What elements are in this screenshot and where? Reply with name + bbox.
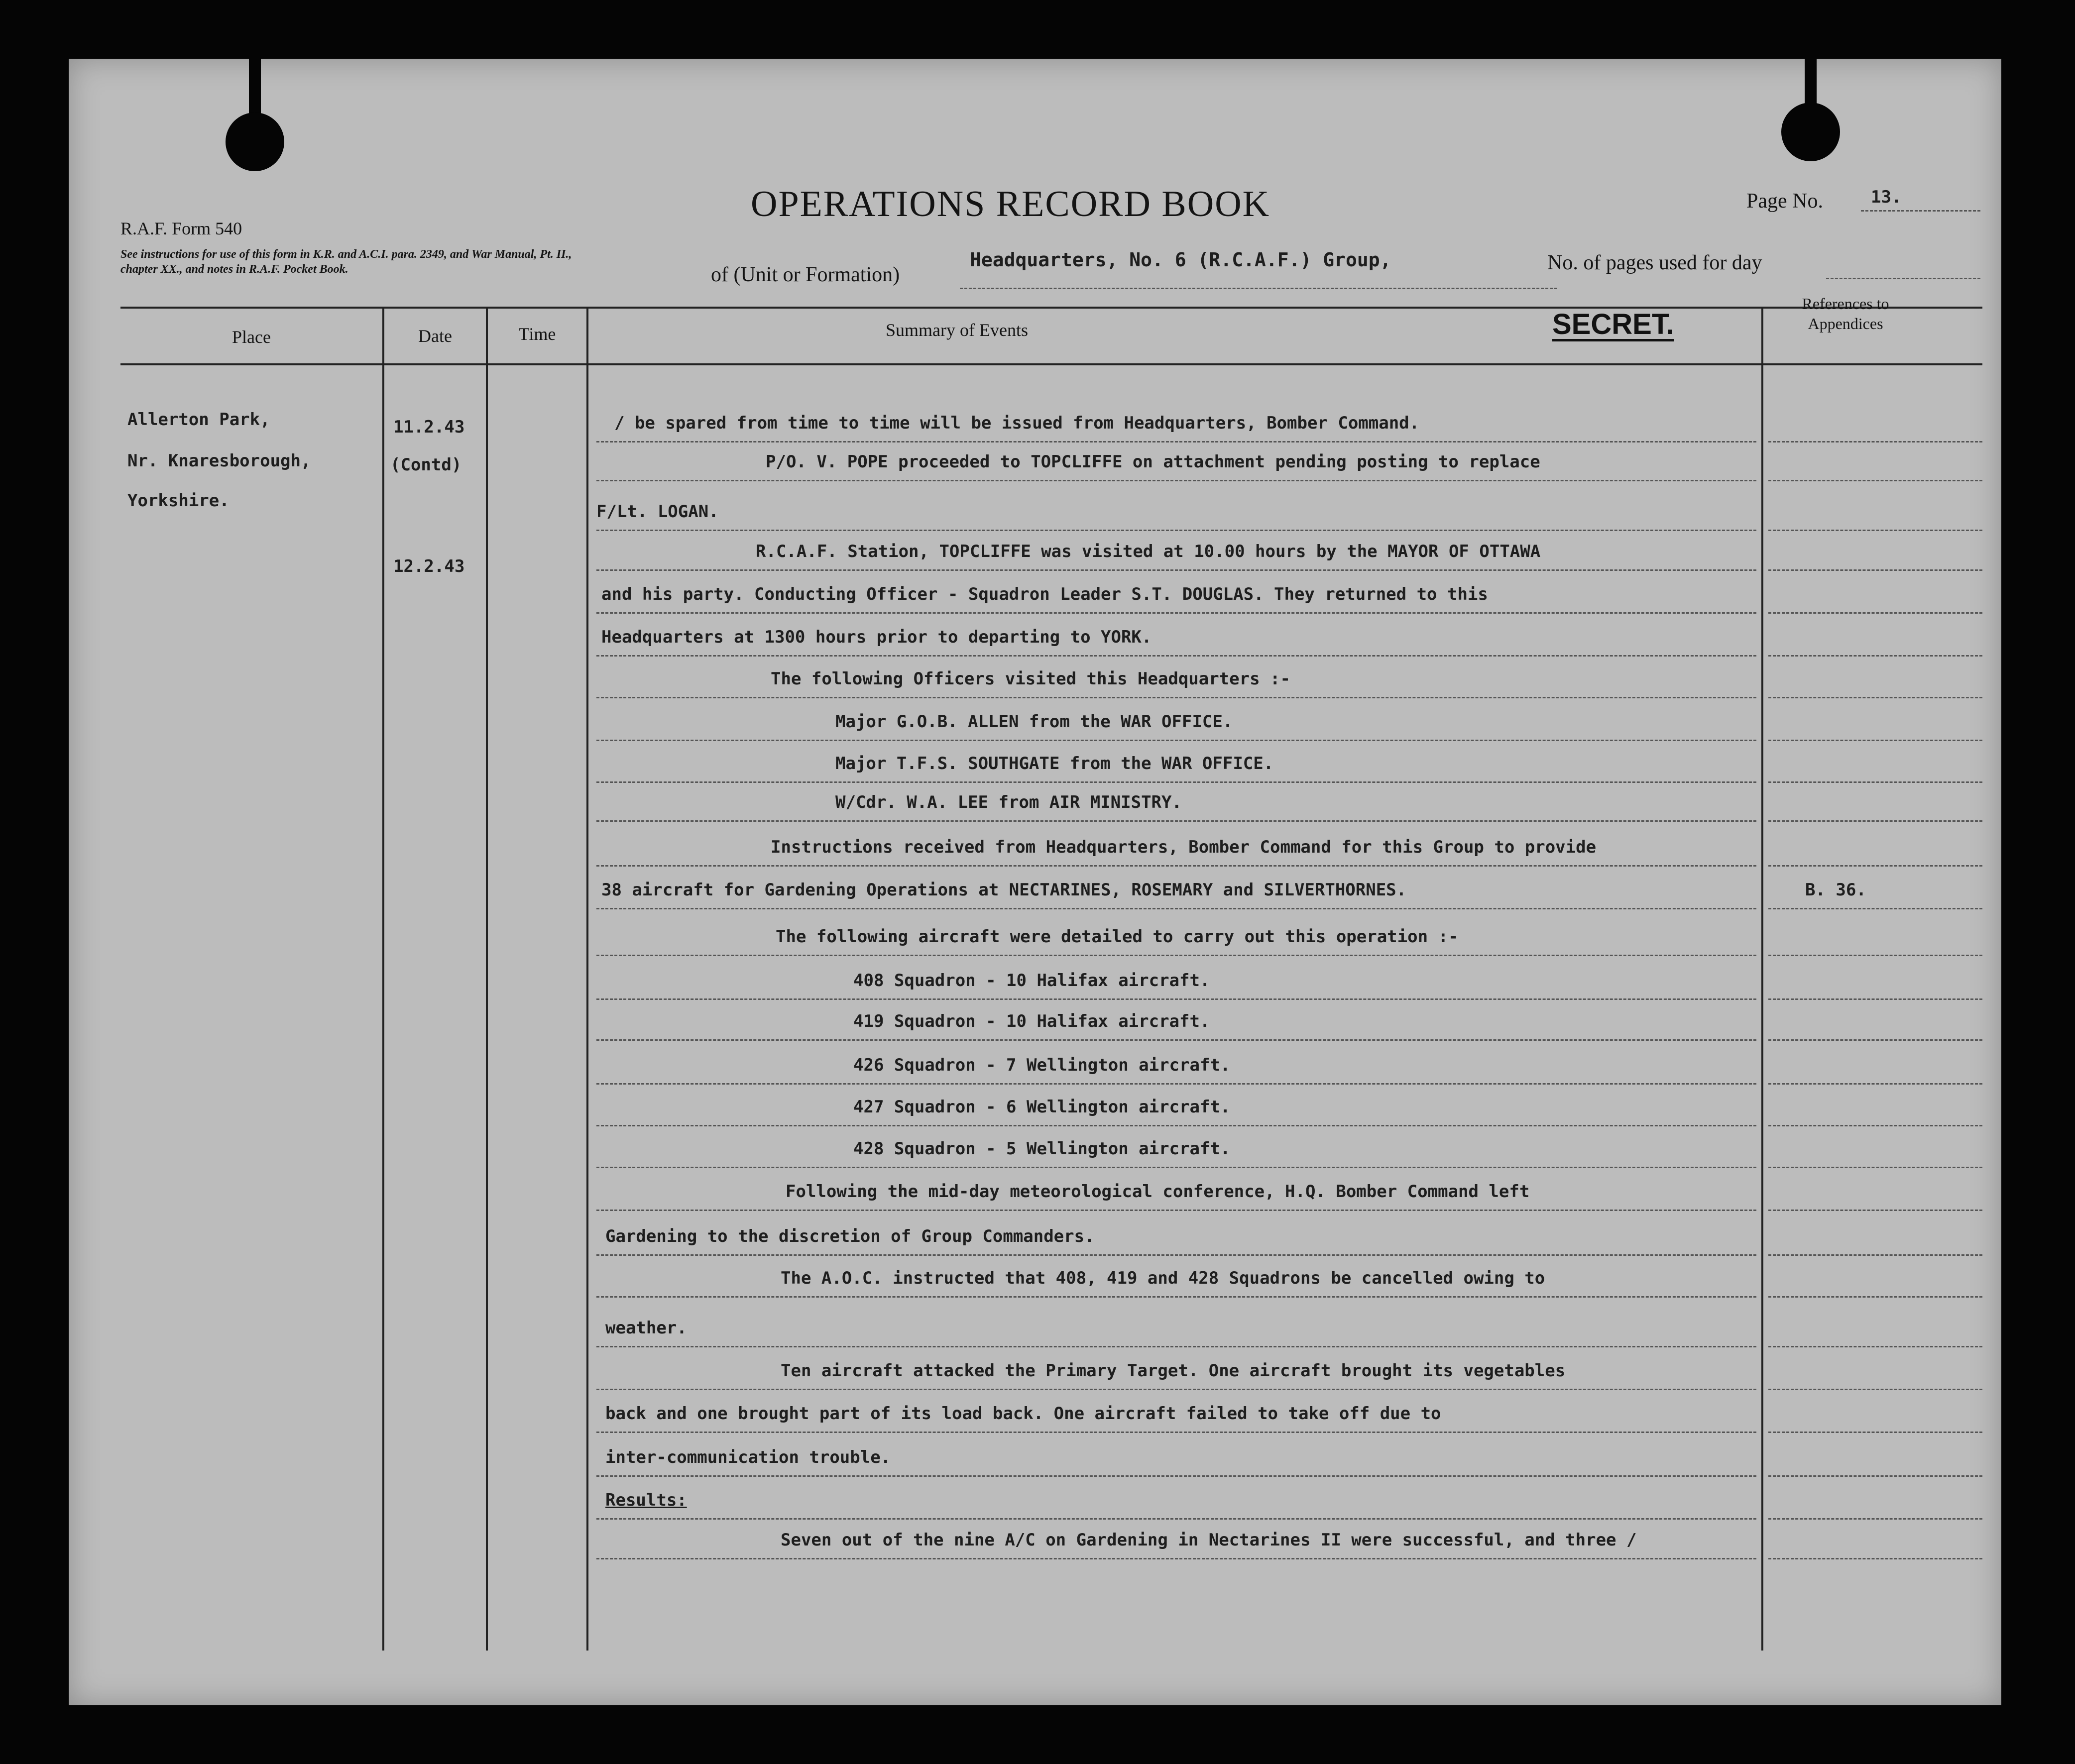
references-ruled-line [1768, 1432, 1982, 1433]
references-ruled-line [1768, 1389, 1982, 1390]
summary-ruled-line [596, 820, 1756, 822]
summary-ruled-line [596, 1558, 1756, 1559]
summary-line-20: inter-communication trouble. [605, 1447, 891, 1467]
references-ruled-line [1768, 569, 1982, 571]
references-ruled-line [1768, 1125, 1982, 1126]
summary-ruled-line [596, 612, 1756, 614]
references-ruled-line [1768, 441, 1982, 442]
summary-line-10: W/Cdr. W.A. LEE from AIR MINISTRY. [835, 792, 1182, 812]
summary-ruled-line [596, 1389, 1756, 1390]
col-divider-place [382, 307, 384, 1651]
summary-ruled-line [596, 1125, 1756, 1126]
page-number-label: Page No. [1746, 190, 1823, 213]
summary-line-08: Major G.O.B. ALLEN from the WAR OFFICE. [835, 712, 1233, 732]
summary-line-07: The following Officers visited this Headquarters :- [771, 669, 1290, 689]
summary-line-09: Major T.F.S. SOUTHGATE from the WAR OFFICE. [835, 754, 1274, 773]
pages-used-line [1826, 278, 1980, 279]
column-header-place: Place [232, 327, 271, 347]
col-divider-date [486, 307, 488, 1651]
summary-line-21: Seven out of the nine A/C on Gardening in Nectarines II were successful, and three / [781, 1530, 1637, 1550]
summary-ruled-line [596, 1346, 1756, 1347]
summary-line-12: 38 aircraft for Gardening Operations at NECTARINES, ROSEMARY and SILVERTHORNES. [601, 880, 1407, 900]
references-ruled-line [1768, 1254, 1982, 1256]
place-line-3: Yorkshire. [127, 491, 230, 511]
pages-used-label: No. of pages used for day [1547, 251, 1762, 274]
binder-hole-left [226, 112, 284, 171]
secret-stamp: SECRET. [1552, 308, 1674, 340]
record-page [69, 59, 2001, 1705]
references-ruled-line [1768, 865, 1982, 867]
summary-line-03: F/Lt. LOGAN. [596, 502, 719, 522]
summary-line-16: The A.O.C. instructed that 408, 419 and 428 Squadrons be cancelled owing to [781, 1268, 1545, 1288]
references-ruled-line [1768, 1475, 1982, 1477]
summary-line-13: The following aircraft were detailed to carry out this operation :- [776, 927, 1459, 947]
page-number-value: 13. [1871, 187, 1902, 207]
references-ruled-line [1768, 998, 1982, 1000]
references-ruled-line [1768, 1039, 1982, 1041]
references-ruled-line [1768, 530, 1982, 531]
summary-ruled-line [596, 1475, 1756, 1477]
place-line-2: Nr. Knaresborough, [127, 451, 311, 471]
page-number-line [1861, 210, 1980, 212]
summary-ruled-line [596, 1432, 1756, 1433]
summary-ruled-line [596, 655, 1756, 657]
summary-line-01: / be spared from time to time will be issued from Headquarters, Bomber Command. [614, 413, 1420, 433]
references-ruled-line [1768, 1558, 1982, 1559]
summary-ruled-line [596, 1039, 1756, 1041]
summary-line-14: Following the mid-day meteorological conference, H.Q. Bomber Command left [786, 1182, 1530, 1202]
references-ruled-line [1768, 655, 1982, 657]
summary-ruled-line [596, 908, 1756, 909]
summary-ruled-line [596, 530, 1756, 531]
summary-ruled-line [596, 998, 1756, 1000]
reference-b36: B. 36. [1805, 880, 1866, 900]
summary-ruled-line [596, 740, 1756, 741]
summary-line-05: and his party. Conducting Officer - Squadron Leader S.T. DOUGLAS. They returned to this [601, 584, 1488, 604]
summary-ruled-line [596, 1254, 1756, 1256]
summary-line-04: R.C.A.F. Station, TOPCLIFFE was visited at 10.00 hours by the MAYOR OF OTTAWA [756, 542, 1541, 561]
summary-ruled-line [596, 955, 1756, 956]
unit-label: of (Unit or Formation) [711, 263, 900, 286]
squadron-line-3: 426 Squadron - 7 Wellington aircraft. [853, 1055, 1231, 1075]
references-ruled-line [1768, 1346, 1982, 1347]
squadron-line-1: 408 Squadron - 10 Halifax aircraft. [853, 971, 1210, 991]
references-ruled-line [1768, 740, 1982, 741]
references-ruled-line [1768, 480, 1982, 481]
references-ruled-line [1768, 1083, 1982, 1085]
summary-ruled-line [596, 1296, 1756, 1298]
references-ruled-line [1768, 781, 1982, 783]
summary-line-17: weather. [605, 1318, 687, 1338]
form-instructions: See instructions for use of this form in K.R. and A.C.I. para. 2349, and War Manual, Pt. II., chapter XX., and notes in R.A.F. Pocket Book. [120, 248, 572, 276]
column-header-summary: Summary of Events [886, 320, 1028, 340]
date-1: 11.2.43 [393, 417, 465, 437]
col-divider-time [586, 307, 588, 1651]
references-ruled-line [1768, 955, 1982, 956]
summary-ruled-line [596, 1167, 1756, 1168]
column-header-date: Date [418, 326, 452, 346]
summary-line-11: Instructions received from Headquarters, Bomber Command for this Group to provide [771, 837, 1597, 857]
binder-hole-right [1781, 103, 1840, 161]
column-header-time: Time [518, 324, 556, 344]
unit-line [960, 288, 1557, 289]
references-ruled-line [1768, 1167, 1982, 1168]
squadron-line-2: 419 Squadron - 10 Halifax aircraft. [853, 1011, 1210, 1031]
references-ruled-line [1768, 1210, 1982, 1211]
page-title: OPERATIONS RECORD BOOK [751, 184, 1270, 224]
column-header-references: References to Appendices [1802, 295, 1889, 332]
references-ruled-line [1768, 908, 1982, 909]
summary-line-02: P/O. V. POPE proceeded to TOPCLIFFE on attachment pending posting to replace [766, 452, 1540, 472]
references-ruled-line [1768, 1296, 1982, 1298]
summary-ruled-line [596, 781, 1756, 783]
summary-line-18: Ten aircraft attacked the Primary Target. One aircraft brought its vegetables [781, 1361, 1566, 1381]
squadron-line-5: 428 Squadron - 5 Wellington aircraft. [853, 1139, 1231, 1159]
summary-ruled-line [596, 697, 1756, 698]
binder-slot-left [249, 59, 261, 118]
summary-ruled-line [596, 1210, 1756, 1211]
date-2: 12.2.43 [393, 556, 465, 576]
results-label: Results: [605, 1490, 687, 1510]
summary-ruled-line [596, 1518, 1756, 1520]
summary-line-19: back and one brought part of its load back. One aircraft failed to take off due to [605, 1404, 1441, 1424]
summary-ruled-line [596, 1083, 1756, 1085]
references-ruled-line [1768, 612, 1982, 614]
summary-ruled-line [596, 480, 1756, 481]
table-top-border [120, 307, 1982, 309]
form-number: R.A.F. Form 540 [120, 219, 242, 238]
place-line-1: Allerton Park, [127, 410, 270, 430]
date-1-continued: (Contd) [390, 455, 462, 475]
summary-line-06: Headquarters at 1300 hours prior to departing to YORK. [601, 627, 1152, 647]
summary-line-15: Gardening to the discretion of Group Commanders. [605, 1226, 1095, 1246]
squadron-line-4: 427 Squadron - 6 Wellington aircraft. [853, 1097, 1231, 1117]
table-header-border [120, 363, 1982, 365]
summary-ruled-line [596, 569, 1756, 571]
references-ruled-line [1768, 697, 1982, 698]
references-ruled-line [1768, 1518, 1982, 1520]
references-ruled-line [1768, 820, 1982, 822]
summary-ruled-line [596, 441, 1756, 442]
summary-ruled-line [596, 865, 1756, 867]
unit-value: Headquarters, No. 6 (R.C.A.F.) Group, [970, 249, 1391, 271]
col-divider-summary [1761, 307, 1763, 1651]
